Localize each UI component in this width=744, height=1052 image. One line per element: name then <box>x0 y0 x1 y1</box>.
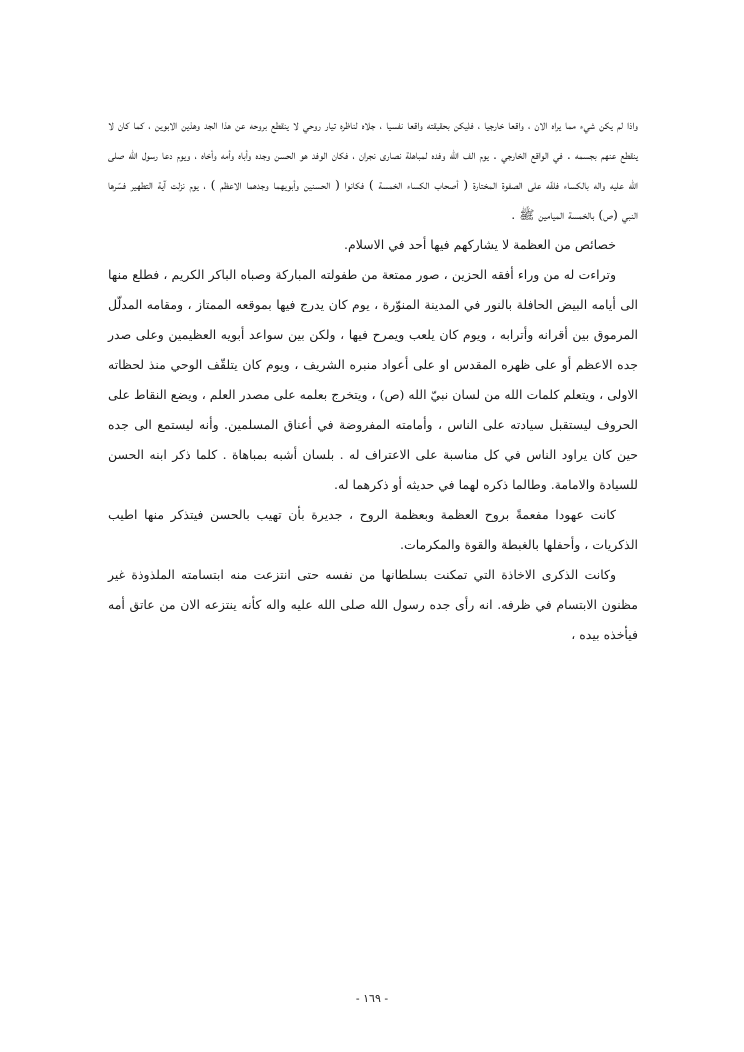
paragraph-intro: واذا لم يكن شيء مما يراه الان ، واقعا خارجيا ، فليكن بحقيقته واقعا نفسيا ، جلاه لناظره تيار روحي لا ينقطع بروحه عن هذا الجد وهذين الابوين ، كما كان لا ينقطع عنهم بجسمه . في الواقع الخارجي . يوم الف الله وفده لمباهلة نصارى نجران ، فكان الوفد هو الحسن وجده وأباه وأمه وأخاه ، ويوم دعا رسول الله صلى الله عليه واله بالكساء فلفّه على الصفوة المختارة ( أصحاب الكساء الخمسة ) فكانوا ( الحسنين وأبويهما وجدهما الاعظم ) ، يوم نزلت آية التطهير فسّرها النبي (ص) بالخمسة الميامين ﷺ . <box>108 117 638 222</box>
page-text-block <box>108 110 638 650</box>
paragraph-2: وتراءت له من وراء أفقه الحزين ، صور ممتعة من طفولته المباركة وصباه الباكر الكريم ، فطلع منها الى أيامه البيض الحافلة بالنور في المدينة المنوّرة ، يوم كان يدرج فيها بموقعه الممتاز ، ومقامه المدلّل المرموق بين أقرانه وأترابه ، ويوم كان يلعب ويمرح فيها ، ولكن بين سواعد أبويه العظيمين وعلى صدر جده الاعظم أو على ظهره المقدس او على أعواد منبره الشريف ، ويوم كان يتلقّف الوحي منذ لحظاته الاولى ، ويتعلم كلمات الله من لسان نبيّ الله (ص) ، ويتخرج بعلمه على مصدر العلم ، ويضع النقاط على الحروف ليستقبل سيادته على الناس ، وأمامته المفروضة في أعناق المسلمين. وأنه ليستمع الى جده حين كان يراود الناس في كل مناسبة على الاعتراف له . بلسان أشبه بمباهاة . كلما ذكر ابنه الحسن للسيادة والامامة. وطالما ذكره لهما في حديثه أو ذكرهما له. <box>108 267 638 492</box>
page-number: - ١٦٩ - <box>355 992 389 1005</box>
paragraph-4: وكانت الذكرى الاخاذة التي تمكنت بسلطانها من نفسه حتى انتزعت منه ابتسامته الملذوذة غير مظنون الابتسام في ظرفه. انه رأى جده رسول الله صلى الله عليه واله كأنه ينتزعه الان من عاتق أمه فيأخذه بيده ، <box>108 567 638 642</box>
section-heading: خصائص من العظمة لا يشاركهم فيها أحد في الاسلام. <box>343 237 616 252</box>
paragraph-3: كانت عهودا مفعمةً بروح العظمة وبعظمة الروح ، جديرة بأن تهيب بالحسن فيتذكر منها اطيب الذكريات ، وأحفلها بالغبطة والقوة والمكرمات. <box>108 507 638 552</box>
